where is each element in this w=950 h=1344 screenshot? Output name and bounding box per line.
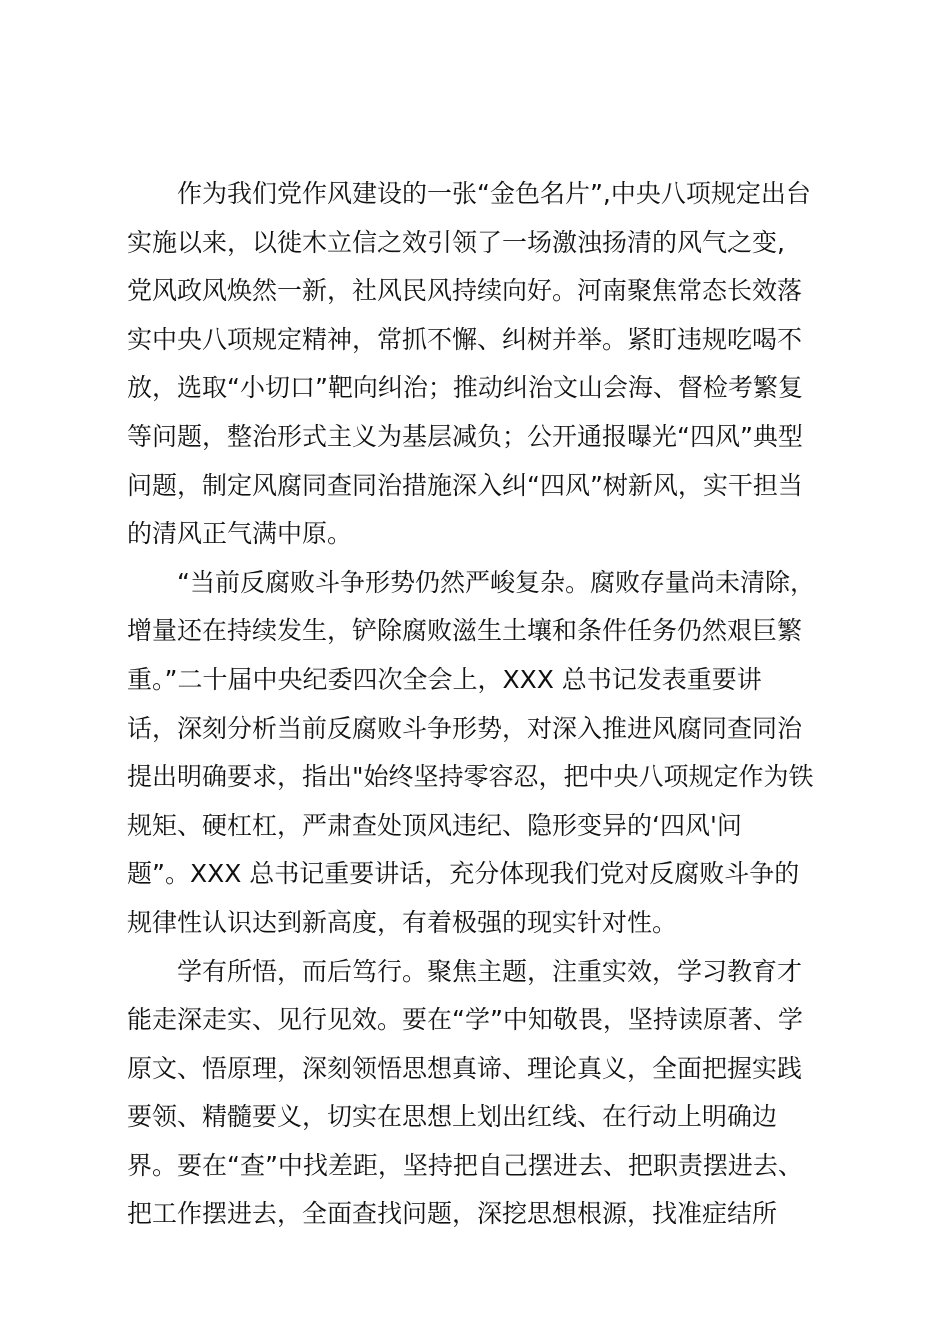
- text-line: 问题，制定风腐同查同治措施深入纠“四风”树新风，实干担当: [127, 470, 803, 500]
- text-line: 原文、悟原理，深刻领悟思想真谛、理论真义，全面把握实践: [127, 1053, 803, 1083]
- text-line: “当前反腐败斗争形势仍然严峻复杂。腐败存量尚未清除，: [177, 567, 815, 597]
- text-line: 实施以来，以徙木立信之效引领了一场激浊扬清的风气之变,: [127, 227, 785, 257]
- text-line: 能走深走实、见行见效。要在“学”中知敬畏，坚持读原著、学: [127, 1005, 803, 1035]
- text-line: 要领、精髓要义，切实在思想上划出红线、在行动上明确边: [127, 1102, 778, 1132]
- text-line: 增量还在持续发生，铲除腐败滋生土壤和条件任务仍然艰巨繁: [127, 616, 803, 646]
- text-line: 界。要在“查”中找差距，坚持把自己摆进去、把职责摆进去、: [127, 1150, 803, 1180]
- text-line: 放，选取“小切口”靶向纠治；推动纠治文山会海、督检考繁复: [127, 373, 803, 403]
- text-line: 等问题，整治形式主义为基层减负；公开通报曝光“四风”典型: [127, 421, 803, 451]
- text-line: 的清风正气满中原。: [127, 519, 353, 549]
- text-line: 题”。XXX 总书记重要讲话，充分体现我们党对反腐败斗争的: [127, 859, 800, 889]
- text-line: 规矩、硬杠杠，严肃查处顶风违纪、隐形变异的‘四风'问: [127, 810, 742, 840]
- text-line: 规律性认识达到新高度，有着极强的现实针对性。: [127, 907, 678, 937]
- text-line: 把工作摆进去，全面查找问题，深挖思想根源，找准症结所: [127, 1199, 778, 1229]
- text-line: 实中央八项规定精神，常抓不懈、纠树并举。紧盯违规吃喝不: [127, 324, 803, 354]
- text-line: 重。”二十届中央纪委四次全会上，XXX 总书记发表重要讲: [127, 664, 762, 694]
- paragraph-study-and-practice: [127, 948, 833, 1240]
- document-body: [127, 170, 833, 1239]
- paragraph-central-eight-rules: [127, 170, 833, 559]
- text-line: 作为我们党作风建设的一张“金色名片”,中央八项规定出台: [177, 179, 811, 208]
- text-line: 学有所悟，而后笃行。聚焦主题，注重实效，学习教育才: [177, 956, 803, 986]
- text-line: 党风政风焕然一新，社风民风持续向好。河南聚焦常态长效落: [127, 276, 803, 306]
- text-line: 话，深刻分析当前反腐败斗争形势，对深入推进风腐同查同治: [127, 713, 803, 743]
- paragraph-anti-corruption-situation: [127, 559, 833, 948]
- text-line: 提出明确要求，指出"始终坚持零容忍，把中央八项规定作为铁: [127, 762, 814, 792]
